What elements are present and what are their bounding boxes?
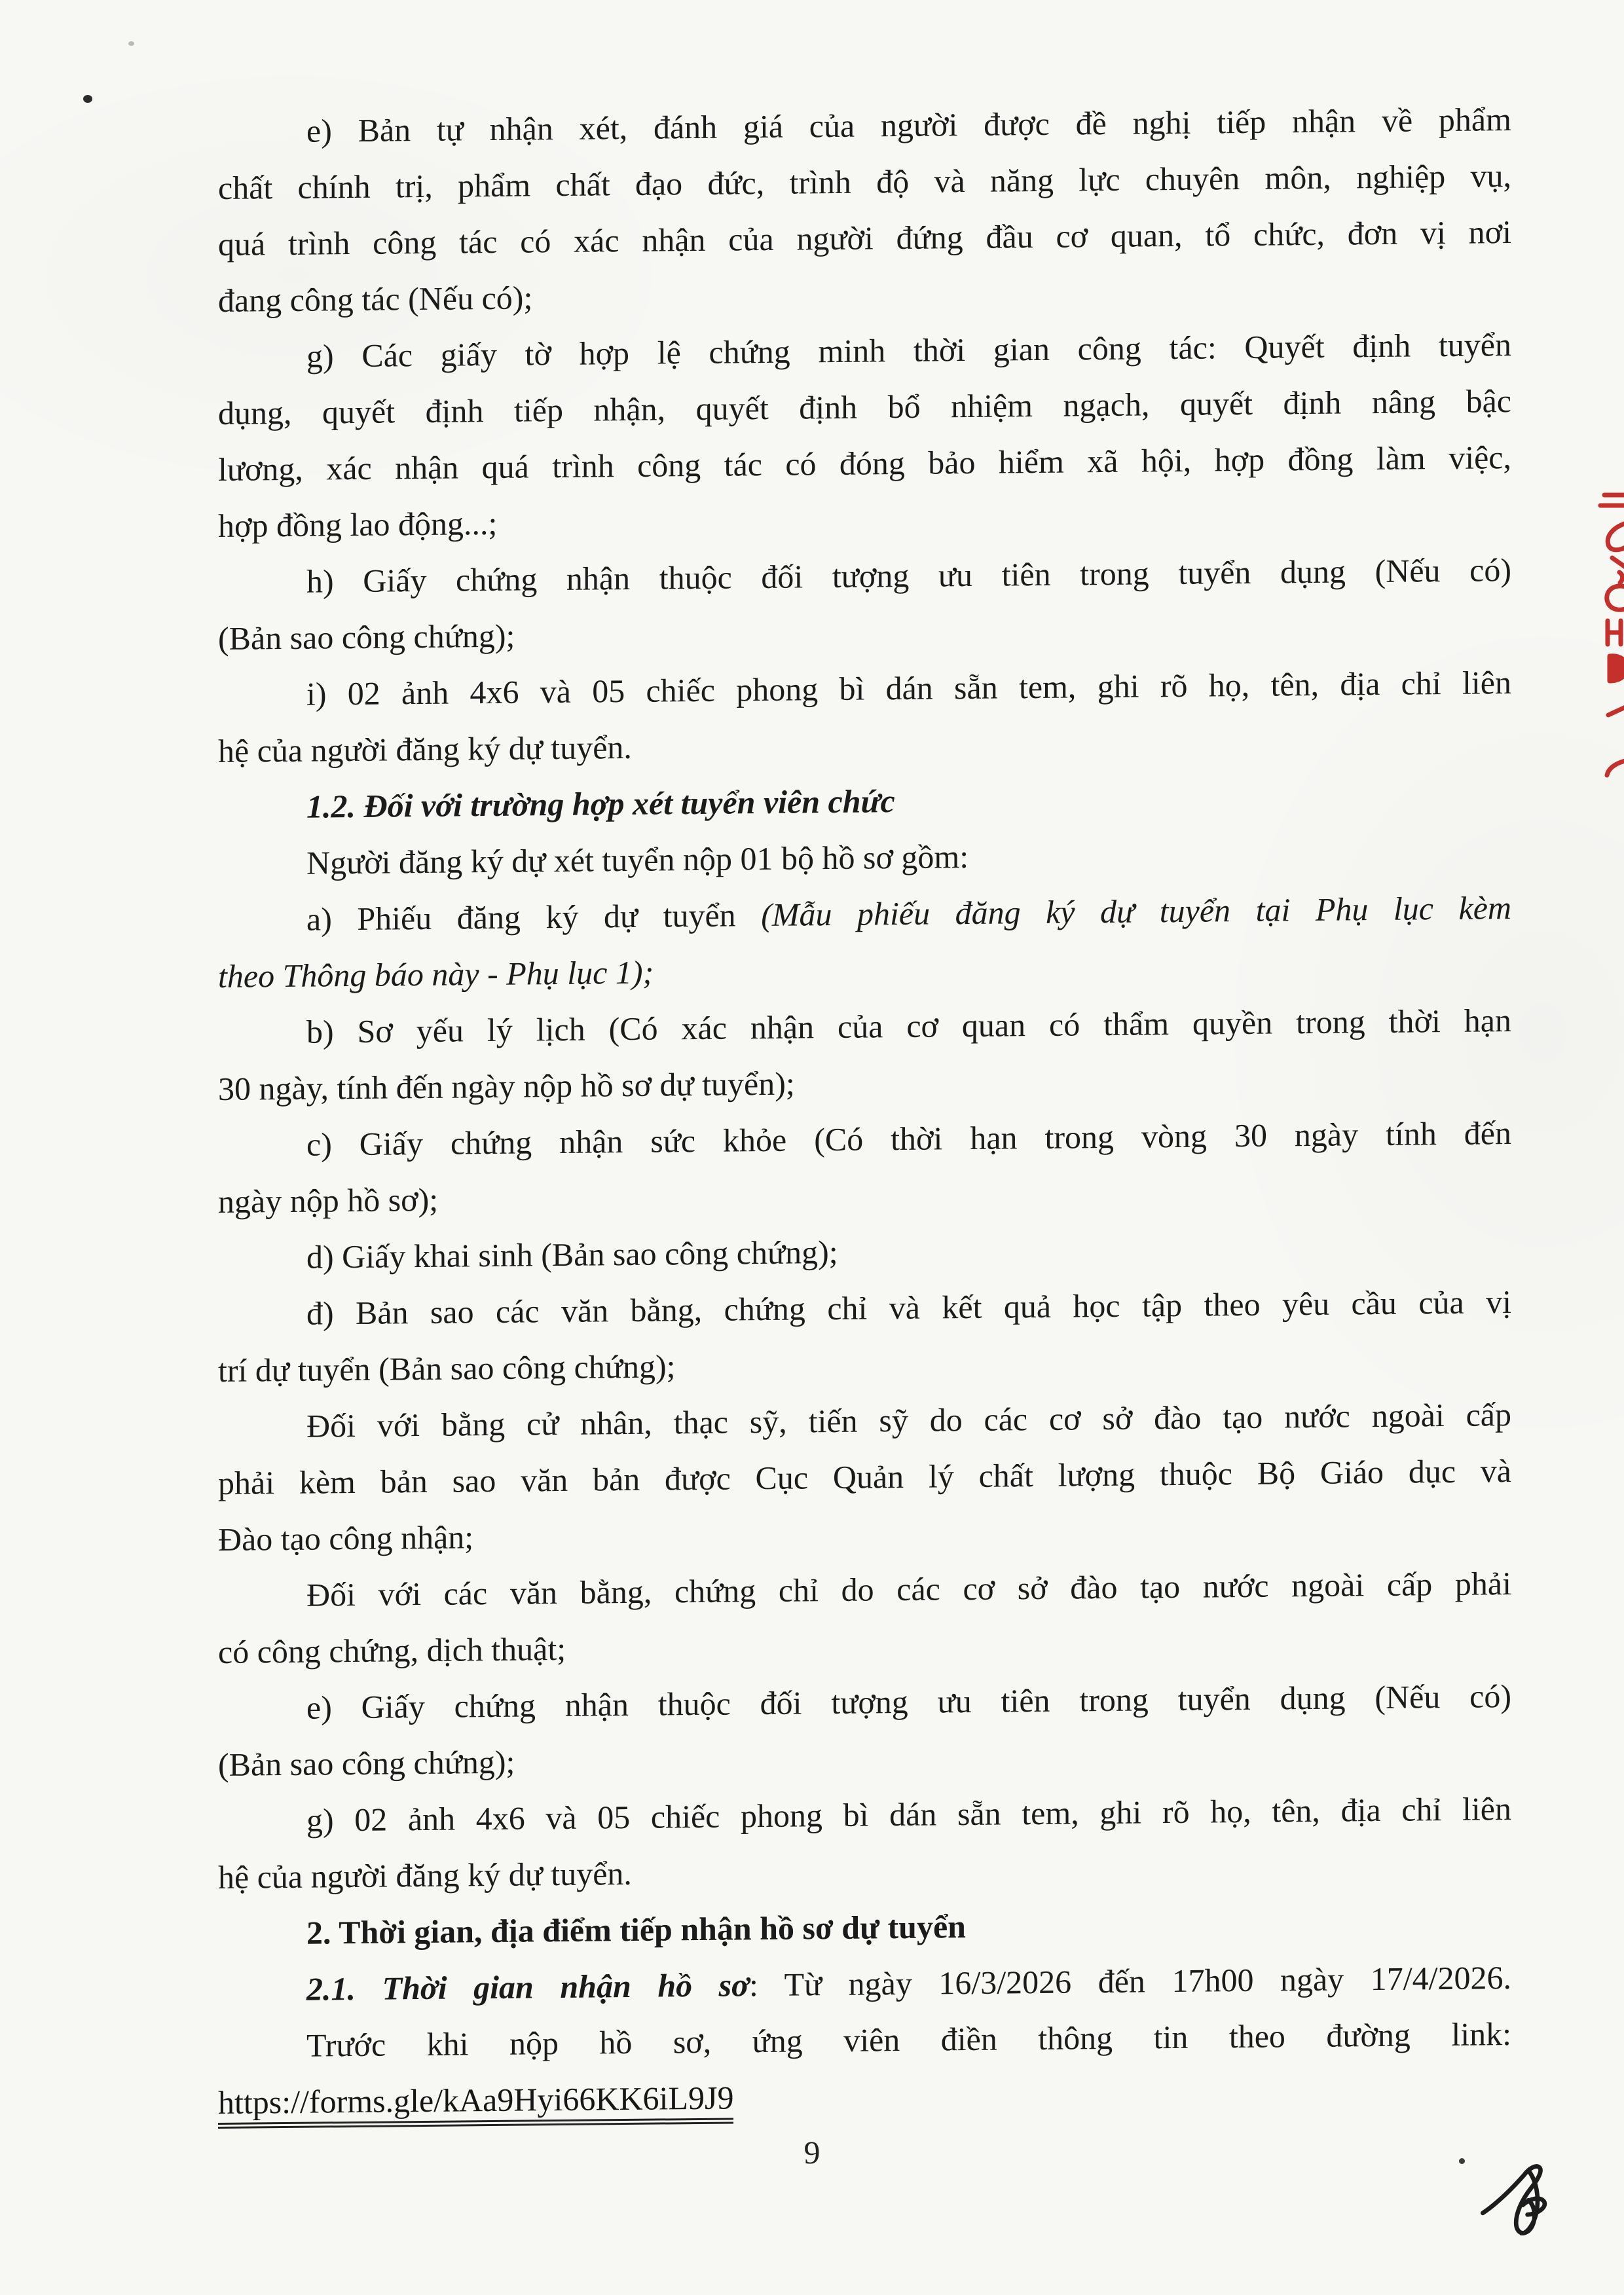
text-segment: ngày nộp hồ sơ); [218, 1181, 439, 1220]
ink-speck [83, 95, 92, 103]
text-segment: 2. Thời gian, địa điểm tiếp nhận hồ sơ dự tuyển [306, 1908, 966, 1951]
text-segment: 30 ngày, tính đến ngày nộp hồ sơ dự tuyển); [218, 1065, 795, 1107]
text-segment: e) Bản tự nhận xét, đánh giá của người được đề nghị tiếp nhận về phẩm [306, 101, 1511, 149]
text-segment: phải kèm bản sao văn bản được Cục Quản lý chất lượng thuộc Bộ Giáo dục và [218, 1452, 1511, 1501]
stamp-edge-marks [1598, 486, 1624, 787]
text-segment: Đối với các văn bằng, chứng chỉ do các cơ sở đào tạo nước ngoài cấp phải [306, 1565, 1511, 1613]
text-segment: e) Giấy chứng nhận thuộc đối tượng ưu tiên trong tuyển dụng (Nếu có) [306, 1678, 1511, 1726]
text-segment: hệ của người đăng ký dự tuyển. [218, 1854, 632, 1896]
text-segment: quá trình công tác có xác nhận của người đứng đầu cơ quan, tổ chức, đơn vị nơi [218, 213, 1511, 263]
text-segment: đang công tác (Nếu có); [218, 279, 533, 319]
text-segment: Trước khi nộp hồ sơ, ứng viên điền thông tin theo đường link: [306, 2015, 1511, 2064]
text-segment: Người đăng ký dự xét tuyển nộp 01 bộ hồ sơ gồm: [306, 837, 969, 881]
text-segment: g) Các giấy tờ hợp lệ chứng minh thời gian công tác: Quyết định tuyển [306, 326, 1511, 375]
text-segment: c) Giấy chứng nhận sức khỏe (Có thời hạn trong vòng 30 ngày tính đến [306, 1114, 1511, 1163]
ink-speck [128, 41, 134, 46]
form-link-line [218, 2062, 1511, 2131]
text-segment: (Bản sao công chứng); [218, 617, 515, 657]
text-segment: : Từ ngày 16/3/2026 đến 17h00 ngày 17/4/2026. [748, 1959, 1511, 2004]
text-block [218, 91, 1511, 2131]
text-segment: Đối với bằng cử nhân, thạc sỹ, tiến sỹ do các cơ sở đào tạo nước ngoài cấp [306, 1396, 1511, 1444]
text-segment: 1.2. Đối với trường hợp xét tuyển viên chức [306, 782, 895, 825]
text-segment: a) Phiếu đăng ký dự tuyển [306, 896, 762, 938]
text-segment: 2.1. Thời gian nhận hồ sơ [306, 1966, 749, 2008]
text-segment: lương, xác nhận quá trình công tác có đóng bảo hiểm xã hội, hợp đồng làm việc, [218, 439, 1511, 488]
text-segment: có công chứng, dịch thuật; [218, 1630, 566, 1670]
registration-form-link[interactable]: https://forms.gle/kAa9Hyi66KK6iL9J9 [218, 2079, 733, 2129]
text-segment: đ) Bản sao các văn bằng, chứng chỉ và kết quả học tập theo yêu cầu của vị [306, 1283, 1511, 1332]
text-segment: i) 02 ảnh 4x6 và 05 chiếc phong bì dán sẵn tem, ghi rõ họ, tên, địa chỉ liên [306, 664, 1511, 712]
text-segment: dụng, quyết định tiếp nhận, quyết định bổ nhiệm ngạch, quyết định nâng bậc [218, 382, 1511, 431]
text-segment: d) Giấy khai sinh (Bản sao công chứng); [306, 1233, 838, 1276]
text-segment: chất chính trị, phẩm chất đạo đức, trình độ và năng lực chuyên môn, nghiệp vụ, [218, 157, 1511, 206]
text-segment: g) 02 ảnh 4x6 và 05 chiếc phong bì dán sẵn tem, ghi rõ họ, tên, địa chỉ liên [306, 1790, 1511, 1839]
text-segment: hệ của người đăng ký dự tuyển. [218, 728, 632, 769]
text-segment: h) Giấy chứng nhận thuộc đối tượng ưu tiên trong tuyển dụng (Nếu có) [306, 551, 1511, 600]
text-segment: (Bản sao công chứng); [218, 1743, 515, 1783]
text-segment: b) Sơ yếu lý lịch (Có xác nhận của cơ quan có thẩm quyền trong thời hạn [306, 1002, 1511, 1050]
text-segment: theo Thông báo này - Phụ lục 1); [218, 953, 654, 995]
page-number: 9 [803, 2134, 821, 2171]
text-segment: hợp đồng lao động...; [218, 504, 498, 544]
text-segment: Đào tạo công nhận; [218, 1518, 474, 1558]
signature-mark [1475, 2156, 1561, 2235]
text-segment: (Mẫu phiếu đăng ký dự tuyển tại Phụ lục kèm [761, 889, 1511, 934]
text-segment: trí dự tuyển (Bản sao công chứng); [218, 1348, 676, 1389]
